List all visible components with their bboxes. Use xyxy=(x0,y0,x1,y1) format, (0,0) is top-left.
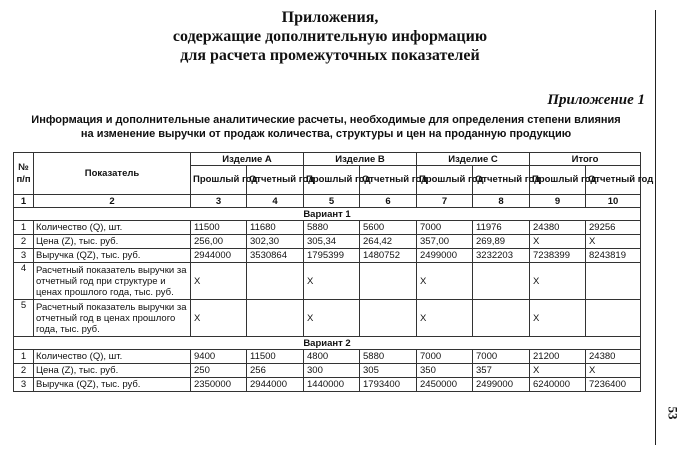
value-cell: 256 xyxy=(247,364,304,378)
value-cell: 2944000 xyxy=(191,249,247,263)
table-row xyxy=(14,221,641,235)
row-number: 3 xyxy=(14,249,34,263)
value-cell: 3232203 xyxy=(473,249,530,263)
value-cell: 305,34 xyxy=(304,235,360,249)
value-cell xyxy=(473,300,530,337)
table-row xyxy=(14,350,641,364)
heading-line-3: для расчета промежуточных показателей xyxy=(180,47,480,64)
row-indicator: Цена (Z), тыс. руб. xyxy=(34,235,191,249)
row-number: 5 xyxy=(14,300,34,337)
value-cell: 350 xyxy=(417,364,473,378)
header-group-b: Изделие В xyxy=(304,153,417,166)
value-cell: X xyxy=(530,235,586,249)
value-cell xyxy=(473,263,530,300)
value-cell: 7000 xyxy=(417,350,473,364)
page-number xyxy=(664,398,680,428)
variant-row xyxy=(14,208,641,221)
header-indicator: Показатель xyxy=(34,153,191,195)
value-cell: 29256 xyxy=(586,221,641,235)
column-number: 2 xyxy=(34,195,191,208)
value-cell xyxy=(360,300,417,337)
value-cell: 5880 xyxy=(304,221,360,235)
header-group-c: Изделие С xyxy=(417,153,530,166)
value-cell: X xyxy=(530,300,586,337)
row-indicator: Выручка (QZ), тыс. руб. xyxy=(34,249,191,263)
value-cell: 264,42 xyxy=(360,235,417,249)
value-cell: 1795399 xyxy=(304,249,360,263)
value-cell: X xyxy=(304,263,360,300)
value-cell: 11500 xyxy=(191,221,247,235)
table-row xyxy=(14,263,641,300)
table-body xyxy=(14,208,641,392)
row-indicator: Цена (Z), тыс. руб. xyxy=(34,364,191,378)
header-curr-year: Отчетный год xyxy=(473,166,530,195)
value-cell: 1793400 xyxy=(360,378,417,392)
header-prev-year: Прошлый год xyxy=(304,166,360,195)
table-row xyxy=(14,364,641,378)
value-cell: 2350000 xyxy=(191,378,247,392)
heading-line-2: содержащие дополнительную информацию xyxy=(172,28,488,45)
header-curr-year: Отчетный год xyxy=(586,166,641,195)
value-cell: X xyxy=(586,235,641,249)
value-cell: 7000 xyxy=(473,350,530,364)
value-cell: 24380 xyxy=(586,350,641,364)
appendix-number: Приложение 1 xyxy=(547,92,645,108)
value-cell: X xyxy=(530,263,586,300)
value-cell: 357 xyxy=(473,364,530,378)
value-cell xyxy=(360,263,417,300)
value-cell: 256,00 xyxy=(191,235,247,249)
value-cell: X xyxy=(586,364,641,378)
value-cell: 2450000 xyxy=(417,378,473,392)
row-indicator: Количество (Q), шт. xyxy=(34,221,191,235)
row-number: 3 xyxy=(14,378,34,392)
variant-title: Вариант 2 xyxy=(14,337,641,350)
value-cell: 302,30 xyxy=(247,235,304,249)
row-number: 1 xyxy=(14,221,34,235)
value-cell: 2499000 xyxy=(417,249,473,263)
table-row xyxy=(14,378,641,392)
value-cell: 9400 xyxy=(191,350,247,364)
value-cell: 7000 xyxy=(417,221,473,235)
table-row xyxy=(14,249,641,263)
row-number: 1 xyxy=(14,350,34,364)
variant-row xyxy=(14,337,641,350)
value-cell: 4800 xyxy=(304,350,360,364)
column-number: 3 xyxy=(191,195,247,208)
column-number: 1 xyxy=(14,195,34,208)
value-cell: X xyxy=(530,364,586,378)
column-number: 6 xyxy=(360,195,417,208)
value-cell: 24380 xyxy=(530,221,586,235)
value-cell xyxy=(586,263,641,300)
header-prev-year: Прошлый год xyxy=(191,166,247,195)
value-cell xyxy=(586,300,641,337)
value-cell: X xyxy=(417,300,473,337)
row-number: 4 xyxy=(14,263,34,300)
header-prev-year: Прошлый год xyxy=(530,166,586,195)
value-cell: 8243819 xyxy=(586,249,641,263)
value-cell: X xyxy=(417,263,473,300)
header-row-groups xyxy=(14,153,641,166)
row-indicator: Расчетный показатель выручки за отчетный год при структуре и ценах прошлого года, тыс. руб. xyxy=(34,263,191,300)
value-cell xyxy=(247,300,304,337)
table-row xyxy=(14,300,641,337)
value-cell: 1480752 xyxy=(360,249,417,263)
variant-title: Вариант 1 xyxy=(14,208,641,221)
value-cell: 11680 xyxy=(247,221,304,235)
page-edge-rule xyxy=(655,10,656,445)
value-cell: 305 xyxy=(360,364,417,378)
data-table xyxy=(13,152,654,392)
value-cell: 1440000 xyxy=(304,378,360,392)
value-cell: 2944000 xyxy=(247,378,304,392)
value-cell: 250 xyxy=(191,364,247,378)
value-cell: 7238399 xyxy=(530,249,586,263)
value-cell: 11976 xyxy=(473,221,530,235)
column-number: 5 xyxy=(304,195,360,208)
row-number: 2 xyxy=(14,235,34,249)
row-number: 2 xyxy=(14,364,34,378)
value-cell: 21200 xyxy=(530,350,586,364)
appendix-heading xyxy=(80,8,580,65)
heading-line-1: Приложения, xyxy=(281,9,379,26)
value-cell: 11500 xyxy=(247,350,304,364)
column-number: 4 xyxy=(247,195,304,208)
value-cell: 6240000 xyxy=(530,378,586,392)
value-cell: X xyxy=(191,263,247,300)
row-indicator: Выручка (QZ), тыс. руб. xyxy=(34,378,191,392)
table-caption-line-1: Информация и дополнительные аналитические расчеты, необходимые для определения степени влияния xyxy=(31,114,621,126)
row-indicator: Количество (Q), шт. xyxy=(34,350,191,364)
value-cell: 2499000 xyxy=(473,378,530,392)
value-cell: 357,00 xyxy=(417,235,473,249)
column-number: 10 xyxy=(586,195,641,208)
header-no: № п/п xyxy=(14,153,34,195)
value-cell: 7236400 xyxy=(586,378,641,392)
column-number: 8 xyxy=(473,195,530,208)
header-curr-year: Отчетный год xyxy=(360,166,417,195)
header-group-a: Изделие А xyxy=(191,153,304,166)
header-group-total: Итого xyxy=(530,153,641,166)
value-cell: 5600 xyxy=(360,221,417,235)
row-indicator: Расчетный показатель выручки за отчетный год в ценах прошлого года, тыс. руб. xyxy=(34,300,191,337)
column-number: 7 xyxy=(417,195,473,208)
column-number: 9 xyxy=(530,195,586,208)
value-cell xyxy=(247,263,304,300)
header-row-column-numbers xyxy=(14,195,641,208)
value-cell: 300 xyxy=(304,364,360,378)
value-cell: X xyxy=(304,300,360,337)
page-number-text: 53 xyxy=(665,406,680,420)
value-cell: 269,89 xyxy=(473,235,530,249)
value-cell: 5880 xyxy=(360,350,417,364)
header-curr-year: Отчетный год xyxy=(247,166,304,195)
table-caption xyxy=(10,114,642,141)
value-cell: 3530864 xyxy=(247,249,304,263)
header-prev-year: Прошлый год xyxy=(417,166,473,195)
table-row xyxy=(14,235,641,249)
table-caption-line-2: на изменение выручки от продаж количества, структуры и цен на проданную продукцию xyxy=(80,127,572,140)
value-cell: X xyxy=(191,300,247,337)
